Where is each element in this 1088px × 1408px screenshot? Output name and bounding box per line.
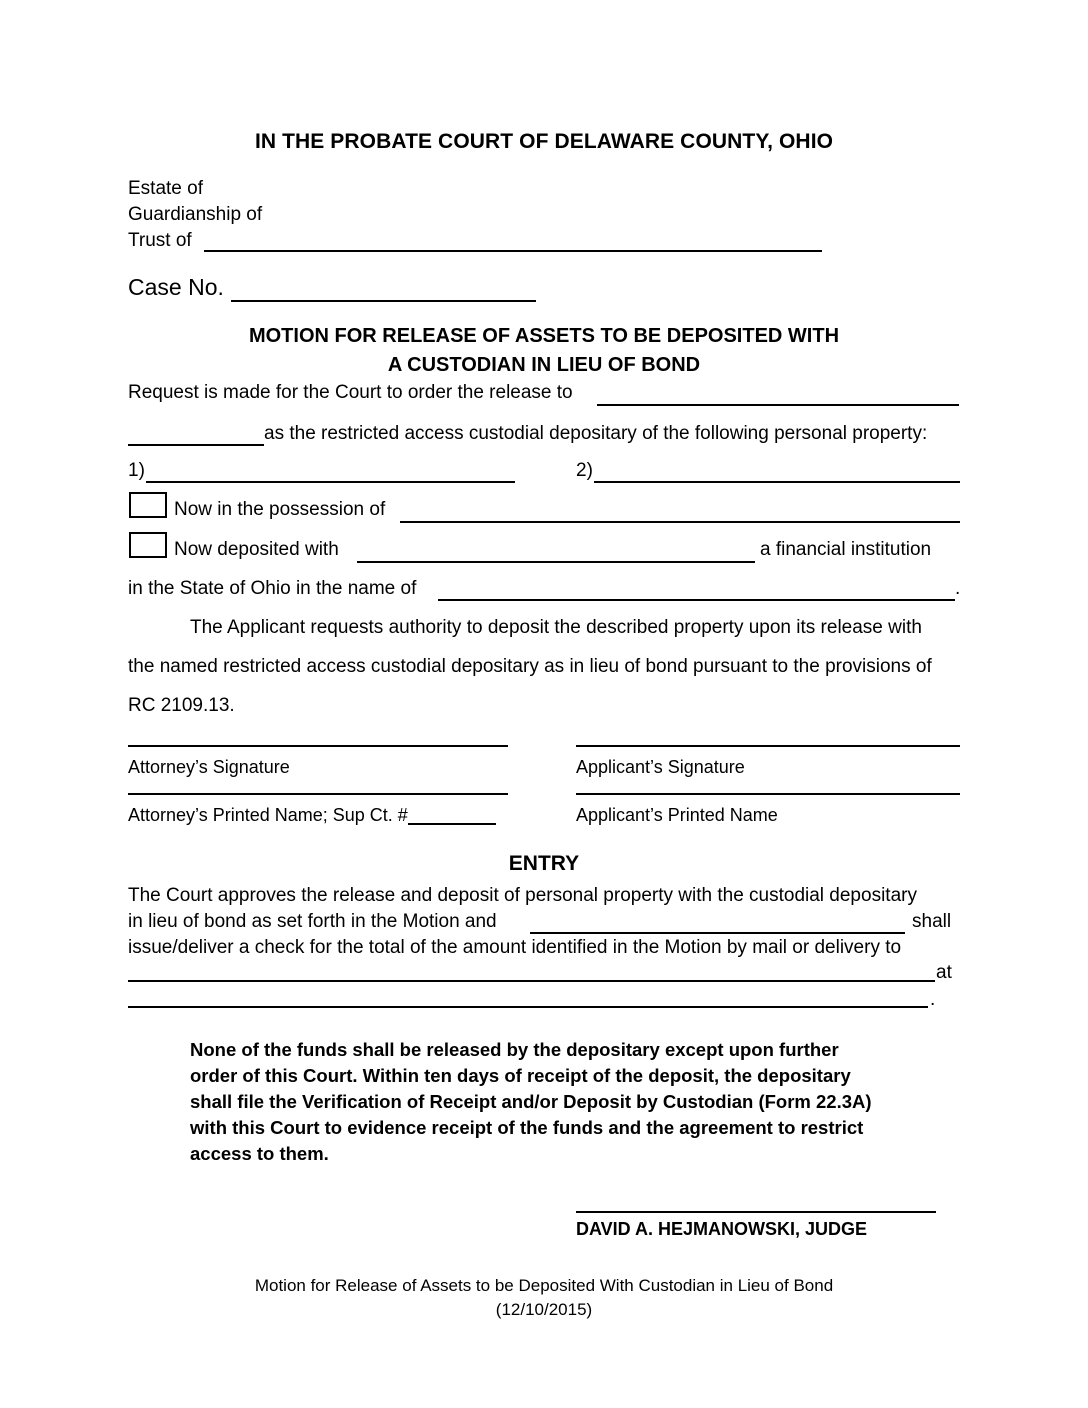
entry-line2-suffix: shall	[912, 911, 952, 932]
footer-line1: Motion for Release of Assets to be Deposited With Custodian in Lieu of Bond	[254, 1276, 834, 1295]
applicant-paragraph-line3: RC 2109.13.	[128, 695, 235, 716]
attorney-printed-name-label	[128, 805, 496, 826]
entry-line1: The Court approves the release and deposit of personal property with the custodial depositary	[128, 885, 917, 906]
checkbox-now-in-possession-label: Now in the possession of	[174, 499, 386, 520]
attorney-signature-label: Attorney’s Signature	[128, 757, 290, 777]
property-item-1-label: 1)	[128, 460, 145, 481]
checkbox-now-in-possession[interactable]	[129, 492, 167, 518]
warning-line2: order of this Court. Within ten days of receipt of the deposit, the depositary	[190, 1065, 851, 1086]
warning-line5: access to them.	[190, 1143, 329, 1164]
entry-line3: issue/deliver a check for the total of the amount identified in the Motion by mail or delivery to	[128, 937, 902, 958]
release-to-blank-line[interactable]	[597, 404, 959, 406]
entry-line4-suffix: at	[936, 962, 952, 983]
state-of-ohio-line: in the State of Ohio in the name of	[128, 578, 417, 599]
applicant-signature-label: Applicant’s Signature	[576, 757, 745, 777]
judge-signature-line[interactable]	[576, 1211, 936, 1213]
applicant-paragraph-line2: the named restricted access custodial depositary as in lieu of bond pursuant to the provisions of	[128, 656, 932, 677]
motion-title-line2: A CUSTODIAN IN LIEU OF BOND	[387, 354, 701, 376]
state-of-ohio-period: .	[955, 578, 961, 599]
checkbox-now-deposited-with[interactable]	[129, 532, 167, 558]
applicant-printed-name-line[interactable]	[576, 793, 960, 795]
trust-of-blank-line[interactable]	[204, 250, 822, 252]
attorney-printed-name-line[interactable]	[128, 793, 508, 795]
checkbox-now-deposited-with-label: Now deposited with	[174, 539, 339, 560]
possession-of-blank-line[interactable]	[400, 521, 960, 523]
warning-line1: None of the funds shall be released by the depositary except upon further	[190, 1039, 839, 1060]
entry-depositary-blank-line[interactable]	[530, 932, 905, 934]
applicant-signature-line[interactable]	[576, 745, 960, 747]
court-heading: IN THE PROBATE COURT OF DELAWARE COUNTY, OHIO	[254, 130, 834, 153]
warning-line4: with this Court to evidence receipt of the funds and the agreement to restrict	[190, 1117, 864, 1138]
footer-line2: (12/10/2015)	[495, 1300, 593, 1319]
caption-trust-of: Trust of	[128, 230, 192, 251]
property-item-1-blank-line[interactable]	[146, 481, 515, 483]
deposited-with-blank-line[interactable]	[357, 561, 755, 563]
judge-name-label: DAVID A. HEJMANOWSKI, JUDGE	[576, 1219, 868, 1239]
warning-line3: shall file the Verification of Receipt and/or Deposit by Custodian (Form 22.3A)	[190, 1091, 872, 1112]
attorney-printed-name-text: Attorney’s Printed Name; Sup Ct. #	[128, 805, 408, 825]
request-line2: as the restricted access custodial depositary of the following personal property:	[264, 423, 928, 444]
motion-title-line1: MOTION FOR RELEASE OF ASSETS TO BE DEPOSITED WITH	[248, 325, 840, 347]
attorney-signature-line[interactable]	[128, 745, 508, 747]
case-no-blank-line[interactable]	[231, 300, 536, 302]
applicant-printed-name-label: Applicant’s Printed Name	[576, 805, 778, 825]
entry-title: ENTRY	[508, 852, 580, 875]
applicant-paragraph-line1: The Applicant requests authority to deposit the described property upon its release with	[190, 617, 922, 638]
sup-ct-number-blank[interactable]	[408, 823, 496, 825]
property-item-2-label: 2)	[576, 460, 593, 481]
depositary-name-blank-line[interactable]	[128, 444, 264, 446]
case-no-label: Case No.	[128, 274, 224, 300]
financial-institution-text: a financial institution	[760, 539, 932, 560]
state-of-ohio-blank-line[interactable]	[438, 599, 955, 601]
entry-delivery-blank-line-1[interactable]	[128, 980, 935, 982]
caption-estate-of: Estate of	[128, 178, 203, 199]
warning-paragraph	[190, 1037, 890, 1167]
caption-guardianship-of: Guardianship of	[128, 204, 263, 225]
property-item-2-blank-line[interactable]	[594, 481, 960, 483]
request-line1: Request is made for the Court to order the release to	[128, 382, 573, 403]
entry-delivery-blank-line-2[interactable]	[128, 1006, 928, 1008]
entry-line2-prefix: in lieu of bond as set forth in the Motion and	[128, 911, 497, 932]
entry-line5-period: .	[930, 989, 936, 1010]
